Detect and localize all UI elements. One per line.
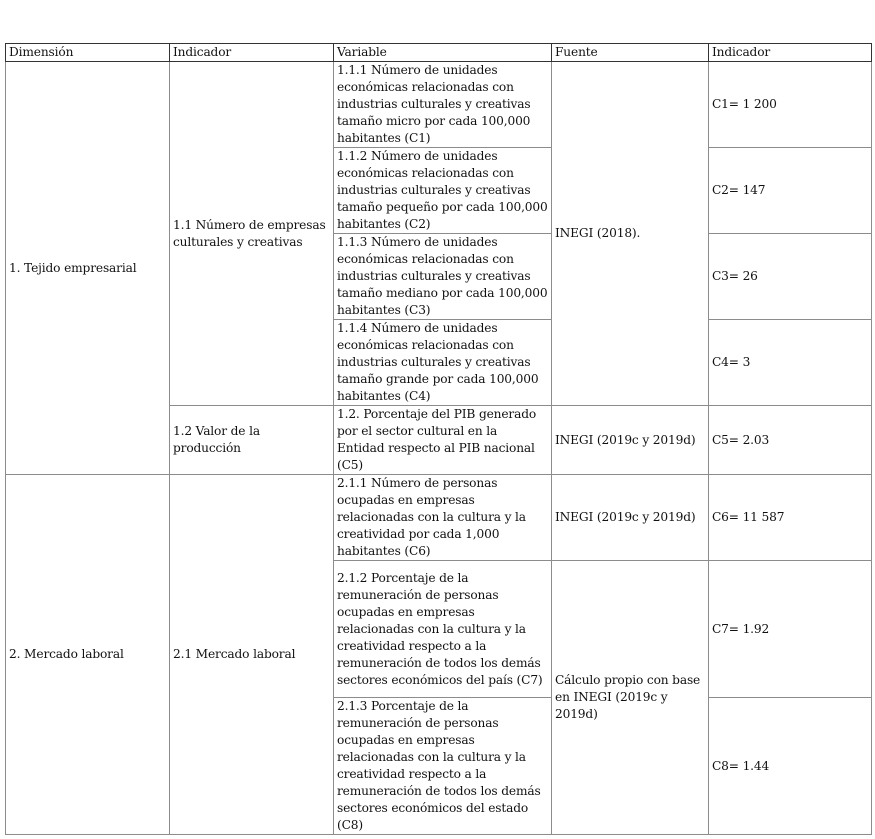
value-cell: C8= 1.44 [709, 698, 872, 835]
variable-cell: 1.1.3 Número de unidades económicas relacionadas con industrias culturales y creativas tamaño mediano por cada 100,000 habitantes (C3) [334, 234, 552, 320]
variable-cell: 1.1.2 Número de unidades económicas relacionadas con industrias culturales y creativas tamaño pequeño por cada 100,000 habitantes (C2) [334, 148, 552, 234]
header-indicador: Indicador [170, 44, 334, 62]
table-row [6, 475, 872, 561]
variable-cell: 1.2. Porcentaje del PIB generado por el sector cultural en la Entidad respecto al PIB nacional (C5) [334, 406, 552, 475]
header-fuente: Fuente [552, 44, 709, 62]
table-row [6, 62, 872, 148]
indicador-cell: 2.1 Mercado laboral [170, 475, 334, 835]
header-indicador-value: Indicador [709, 44, 872, 62]
value-cell: C4= 3 [709, 320, 872, 406]
value-cell: C7= 1.92 [709, 561, 872, 698]
variable-cell: 2.1.3 Porcentaje de la remuneración de personas ocupadas en empresas relacionadas con la cultura y la creatividad respecto a la remuneración de todos los demás sectores económicos del estado (C8) [334, 698, 552, 835]
variable-cell: 2.1.2 Porcentaje de la remuneración de personas ocupadas en empresas relacionadas con la cultura y la creatividad respecto a la remuneración de todos los demás sectores económicos del país (C7) [334, 561, 552, 698]
variable-cell: 1.1.1 Número de unidades económicas relacionadas con industrias culturales y creativas tamaño micro por cada 100,000 habitantes (C1) [334, 62, 552, 148]
value-cell: C1= 1 200 [709, 62, 872, 148]
fuente-cell: INEGI (2019c y 2019d) [552, 475, 709, 561]
dimension-cell: 1. Tejido empresarial [6, 62, 170, 475]
indicador-cell: 1.1 Número de empresas culturales y creativas [170, 62, 334, 406]
fuente-cell: INEGI (2018). [552, 62, 709, 406]
fuente-cell: INEGI (2019c y 2019d) [552, 406, 709, 475]
variable-cell: 2.1.1 Número de personas ocupadas en empresas relacionadas con la cultura y la creatividad por cada 1,000 habitantes (C6) [334, 475, 552, 561]
variable-cell: 1.1.4 Número de unidades económicas relacionadas con industrias culturales y creativas tamaño grande por cada 100,000 habitantes (C4) [334, 320, 552, 406]
table-header-row [6, 44, 872, 62]
value-cell: C3= 26 [709, 234, 872, 320]
dimension-cell: 2. Mercado laboral [6, 475, 170, 835]
value-cell: C2= 147 [709, 148, 872, 234]
value-cell: C6= 11 587 [709, 475, 872, 561]
header-variable: Variable [334, 44, 552, 62]
indicador-cell: 1.2 Valor de la producción [170, 406, 334, 475]
header-dimension: Dimensión [6, 44, 170, 62]
value-cell: C5= 2.03 [709, 406, 872, 475]
fuente-cell: Cálculo propio con base en INEGI (2019c y 2019d) [552, 561, 709, 835]
indicators-table [5, 43, 872, 835]
